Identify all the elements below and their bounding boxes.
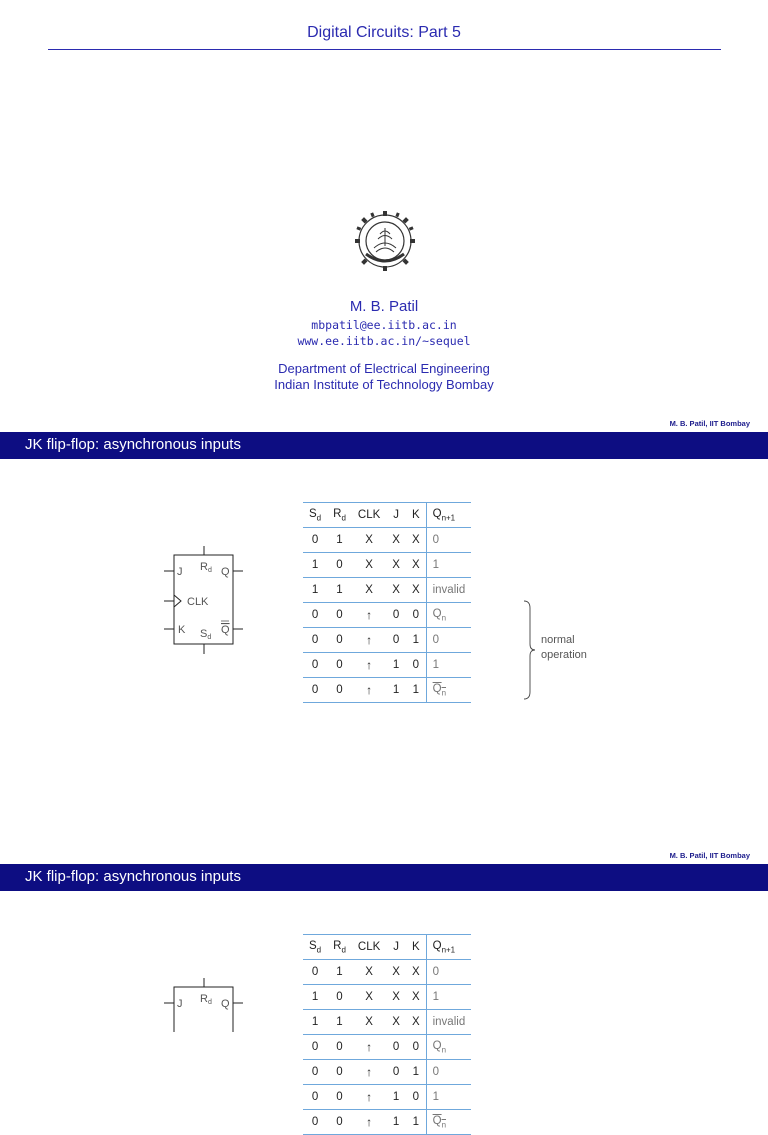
table-cell-clk: ↑ bbox=[352, 1060, 386, 1085]
pin-sd-label: S bbox=[200, 628, 208, 640]
table-cell-k: 0 bbox=[406, 1035, 426, 1060]
svg-text:Rd: Rd bbox=[200, 993, 212, 1006]
table-cell-q-next: 1 bbox=[426, 985, 471, 1010]
pin-rd-label: R bbox=[200, 993, 208, 1005]
column-header: CLK bbox=[352, 935, 386, 960]
table-cell-sd: 1 bbox=[303, 553, 327, 578]
table-cell-k: X bbox=[406, 528, 426, 553]
footer-credit: M. B. Patil, IIT Bombay bbox=[669, 851, 750, 860]
table-cell-rd: 1 bbox=[327, 528, 352, 553]
table-cell-q-next: 1 bbox=[426, 1085, 471, 1110]
table-cell-k: 0 bbox=[406, 653, 426, 678]
table-cell-j: X bbox=[386, 528, 406, 553]
table-cell-clk: ↑ bbox=[352, 1085, 386, 1110]
table-row bbox=[303, 1060, 471, 1085]
table-row bbox=[303, 603, 471, 628]
pin-clk-label: CLK bbox=[187, 596, 209, 608]
table-cell-q-next: 0 bbox=[426, 528, 471, 553]
table-row bbox=[303, 678, 471, 703]
svg-text:Sd: Sd bbox=[200, 628, 212, 641]
table-cell-clk: X bbox=[352, 578, 386, 603]
table-cell-j: 0 bbox=[386, 1060, 406, 1085]
table-cell-q-next: 0 bbox=[426, 628, 471, 653]
institute: Indian Institute of Technology Bombay bbox=[274, 377, 494, 392]
table-cell-rd: 0 bbox=[327, 1110, 352, 1135]
svg-text:Rd: Rd bbox=[200, 561, 212, 574]
table-cell-clk: ↑ bbox=[352, 678, 386, 703]
table-cell-k: X bbox=[406, 553, 426, 578]
table-cell-k: 1 bbox=[406, 1060, 426, 1085]
slide-title: JK flip-flop: asynchronous inputs bbox=[25, 436, 241, 453]
table-cell-sd: 0 bbox=[303, 1085, 327, 1110]
column-header: $R_d$ bbox=[327, 935, 352, 960]
table-cell-clk: ↑ bbox=[352, 653, 386, 678]
table-cell-rd: 0 bbox=[327, 1085, 352, 1110]
slide-title-bar bbox=[0, 432, 768, 459]
table-cell-j: X bbox=[386, 578, 406, 603]
table-cell-rd: 0 bbox=[327, 653, 352, 678]
page-title: Digital Circuits: Part 5 bbox=[307, 24, 461, 41]
table-cell-k: 0 bbox=[406, 1085, 426, 1110]
column-header: J bbox=[386, 503, 406, 528]
normal-operation-note: normal operation bbox=[541, 634, 587, 661]
column-header: $S_d$ bbox=[303, 503, 327, 528]
truth-table bbox=[303, 934, 471, 1135]
column-header: $S_d$ bbox=[303, 935, 327, 960]
table-cell-q-next: invalid bbox=[426, 1010, 471, 1035]
table-cell-j: 0 bbox=[386, 603, 406, 628]
table-cell-q-next: invalid bbox=[426, 578, 471, 603]
table-cell-clk: X bbox=[352, 985, 386, 1010]
table-row bbox=[303, 553, 471, 578]
author-email: mbpatil@ee.iitb.ac.in bbox=[311, 318, 457, 332]
table-header-row bbox=[303, 935, 471, 960]
pin-k-label: K bbox=[178, 624, 186, 636]
pin-rd-label: R bbox=[200, 561, 208, 573]
table-cell-q-next: $Q_n$ bbox=[426, 603, 471, 628]
table-cell-j: X bbox=[386, 1010, 406, 1035]
table-cell-q-next: $Q_n$ bbox=[426, 1110, 471, 1135]
footer-credit: M. B. Patil, IIT Bombay bbox=[669, 419, 750, 428]
table-cell-k: X bbox=[406, 1010, 426, 1035]
table-cell-rd: 0 bbox=[327, 628, 352, 653]
table-cell-rd: 0 bbox=[327, 985, 352, 1010]
pin-qbar-label: Q bbox=[221, 624, 230, 636]
table-cell-k: 1 bbox=[406, 628, 426, 653]
table-cell-j: 1 bbox=[386, 678, 406, 703]
table-cell-k: X bbox=[406, 960, 426, 985]
table-cell-q-next: 0 bbox=[426, 1060, 471, 1085]
table-cell-rd: 1 bbox=[327, 578, 352, 603]
table-cell-q-next: 1 bbox=[426, 653, 471, 678]
table-cell-k: 1 bbox=[406, 678, 426, 703]
table-cell-sd: 1 bbox=[303, 985, 327, 1010]
table-row bbox=[303, 578, 471, 603]
author-name: M. B. Patil bbox=[349, 298, 419, 315]
table-cell-clk: X bbox=[352, 528, 386, 553]
table-cell-k: 0 bbox=[406, 603, 426, 628]
table-row bbox=[303, 1035, 471, 1060]
table-row bbox=[303, 653, 471, 678]
table-cell-j: X bbox=[386, 985, 406, 1010]
table-cell-clk: ↑ bbox=[352, 603, 386, 628]
table-cell-q-next: 1 bbox=[426, 553, 471, 578]
table-cell-clk: X bbox=[352, 1010, 386, 1035]
table-cell-rd: 1 bbox=[327, 1010, 352, 1035]
table-cell-rd: 0 bbox=[327, 603, 352, 628]
table-row bbox=[303, 985, 471, 1010]
pin-j-label: J bbox=[177, 566, 183, 578]
table-cell-sd: 0 bbox=[303, 678, 327, 703]
jk-flipflop-diagram bbox=[150, 972, 260, 1032]
table-row bbox=[303, 1085, 471, 1110]
table-cell-clk: ↑ bbox=[352, 1110, 386, 1135]
table-cell-clk: ↑ bbox=[352, 1035, 386, 1060]
column-header: CLK bbox=[352, 503, 386, 528]
table-cell-sd: 1 bbox=[303, 1010, 327, 1035]
column-header: $R_d$ bbox=[327, 503, 352, 528]
table-cell-sd: 0 bbox=[303, 1060, 327, 1085]
table-cell-clk: X bbox=[352, 960, 386, 985]
table-cell-j: X bbox=[386, 960, 406, 985]
iit-bombay-emblem-icon bbox=[352, 208, 418, 274]
table-cell-clk: X bbox=[352, 553, 386, 578]
table-cell-q-next: $Q_n$ bbox=[426, 1035, 471, 1060]
table-cell-q-next: $Q_n$ bbox=[426, 678, 471, 703]
table-row bbox=[303, 1110, 471, 1135]
table-row bbox=[303, 1010, 471, 1035]
table-cell-sd: 0 bbox=[303, 603, 327, 628]
author-website: www.ee.iitb.ac.in/~sequel bbox=[297, 334, 471, 348]
table-row bbox=[303, 528, 471, 553]
column-header: K bbox=[406, 935, 426, 960]
table-cell-rd: 0 bbox=[327, 1060, 352, 1085]
table-cell-rd: 0 bbox=[327, 553, 352, 578]
table-cell-clk: ↑ bbox=[352, 628, 386, 653]
table-row bbox=[303, 628, 471, 653]
table-cell-sd: 0 bbox=[303, 528, 327, 553]
table-cell-k: X bbox=[406, 985, 426, 1010]
table-cell-rd: 0 bbox=[327, 678, 352, 703]
table-header-row bbox=[303, 503, 471, 528]
table-cell-sd: 1 bbox=[303, 578, 327, 603]
title-divider bbox=[48, 49, 721, 50]
table-cell-j: 0 bbox=[386, 1035, 406, 1060]
column-header: $Q_{n+1}$ bbox=[426, 503, 471, 528]
table-cell-sd: 0 bbox=[303, 1110, 327, 1135]
table-cell-j: 0 bbox=[386, 628, 406, 653]
table-cell-j: 1 bbox=[386, 653, 406, 678]
table-cell-sd: 0 bbox=[303, 960, 327, 985]
table-cell-rd: 0 bbox=[327, 1035, 352, 1060]
truth-table bbox=[303, 502, 471, 703]
table-cell-rd: 1 bbox=[327, 960, 352, 985]
table-row bbox=[303, 960, 471, 985]
department: Department of Electrical Engineering bbox=[278, 361, 490, 376]
table-cell-j: X bbox=[386, 553, 406, 578]
table-cell-k: 1 bbox=[406, 1110, 426, 1135]
table-cell-q-next: 0 bbox=[426, 960, 471, 985]
table-cell-j: 1 bbox=[386, 1085, 406, 1110]
slide-title: JK flip-flop: asynchronous inputs bbox=[25, 868, 241, 885]
pin-q-label: Q bbox=[221, 566, 230, 578]
table-cell-k: X bbox=[406, 578, 426, 603]
column-header: $Q_{n+1}$ bbox=[426, 935, 471, 960]
slide-title-bar bbox=[0, 864, 768, 891]
normal-operation-brace bbox=[522, 600, 538, 700]
table-cell-sd: 0 bbox=[303, 628, 327, 653]
table-cell-sd: 0 bbox=[303, 1035, 327, 1060]
column-header: K bbox=[406, 503, 426, 528]
table-cell-j: 1 bbox=[386, 1110, 406, 1135]
column-header: J bbox=[386, 935, 406, 960]
pin-q-label: Q bbox=[221, 998, 230, 1010]
pin-j-label: J bbox=[177, 998, 183, 1010]
jk-flipflop-diagram bbox=[150, 540, 260, 660]
table-cell-sd: 0 bbox=[303, 653, 327, 678]
